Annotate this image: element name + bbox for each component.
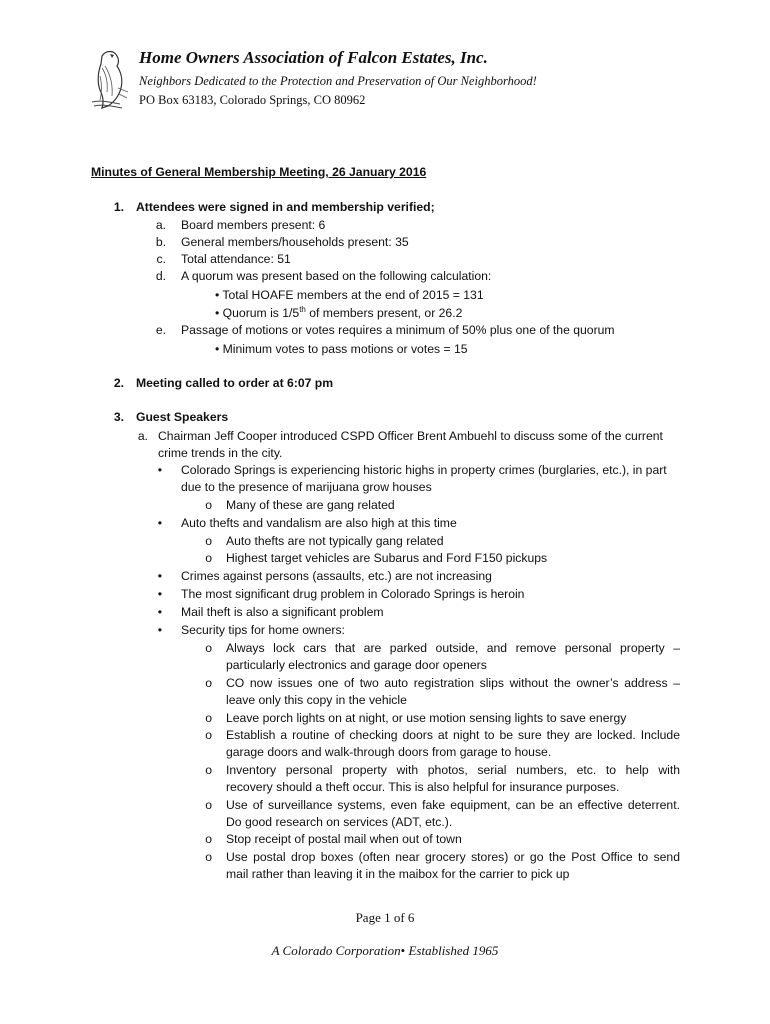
bullet-icon: • xyxy=(400,943,406,958)
list-item: A quorum was present based on the following calculation: xyxy=(181,269,492,283)
item-letter: c. xyxy=(156,252,166,266)
item-letter: e. xyxy=(155,323,166,337)
list-item: CO now issues one of two auto registration slips without the owner’s address – xyxy=(226,676,680,690)
item-letter: a. xyxy=(137,429,148,443)
sub-bullet: o xyxy=(205,728,212,742)
section-heading: Meeting called to order at 6:07 pm xyxy=(136,376,334,390)
list-item: Colorado Springs is experiencing historic highs in property crimes (burglaries, etc.), in part xyxy=(181,463,667,477)
list-item: Security tips for home owners: xyxy=(181,623,345,637)
sub-bullet: o xyxy=(205,832,212,846)
list-item: Total attendance: 51 xyxy=(181,252,291,266)
list-item: Auto thefts are not typically gang related xyxy=(226,534,444,548)
list-item: • Minimum votes to pass motions or votes = 15 xyxy=(215,342,468,356)
list-item: Many of these are gang related xyxy=(226,498,395,512)
list-item: Use of surveillance systems, even fake equipment, can be an effective deterrent. xyxy=(226,798,680,812)
list-item: Chairman Jeff Cooper introduced CSPD Officer Brent Ambuehl to discuss some of the current xyxy=(158,429,663,443)
bullet: • xyxy=(157,516,162,530)
list-item: The most significant drug problem in Colorado Springs is heroin xyxy=(181,587,525,601)
footer-left: A Colorado Corporation xyxy=(271,943,401,958)
section-number: 2. xyxy=(113,376,124,390)
list-item: recovery should a theft occur. This is also helpful for insurance purposes. xyxy=(226,780,620,794)
sub-bullet: o xyxy=(205,498,212,512)
bullet: • xyxy=(157,569,162,583)
falcon-logo-icon xyxy=(88,46,130,110)
list-item: Inventory personal property with photos, serial numbers, etc. to help with xyxy=(226,763,680,777)
list-item: • Quorum is 1/5th of members present, or 26.2 xyxy=(215,304,463,320)
footer-right: Established 1965 xyxy=(405,943,499,958)
list-item: Mail theft is also a significant problem xyxy=(181,605,384,619)
list-item: Board members present: 6 xyxy=(181,218,326,232)
list-item: Use postal drop boxes (often near grocery stores) or go the Post Office to send xyxy=(226,850,680,864)
footer xyxy=(0,943,770,959)
sub-bullet: o xyxy=(205,551,212,565)
list-item: Auto thefts and vandalism are also high at this time xyxy=(181,516,457,530)
list-item: Establish a routine of checking doors at night to be sure they are locked. Include xyxy=(226,728,680,742)
list-item: Do good research on services (ADT, etc.). xyxy=(226,815,453,829)
bullet: • xyxy=(157,463,162,477)
list-item: • Total HOAFE members at the end of 2015 = 131 xyxy=(215,288,484,302)
section-heading: Guest Speakers xyxy=(136,410,229,424)
org-name: Home Owners Association of Falcon Estates, Inc. xyxy=(139,48,488,67)
list-item: crime trends in the city. xyxy=(158,446,283,460)
list-item: Crimes against persons (assaults, etc.) are not increasing xyxy=(181,569,492,583)
list-item: Highest target vehicles are Subarus and Ford F150 pickups xyxy=(226,551,548,565)
bullet: • xyxy=(157,587,162,601)
list-item: Leave porch lights on at night, or use motion sensing lights to save energy xyxy=(226,711,627,725)
page-number: Page 1 of 6 xyxy=(355,910,415,925)
section-heading: Attendees were signed in and membership verified; xyxy=(136,200,435,214)
list-item: Always lock cars that are parked outside, and remove personal property – xyxy=(226,641,680,655)
sub-bullet: o xyxy=(205,763,212,777)
list-item: particularly electronics and garage door openers xyxy=(226,658,487,672)
sub-bullet: o xyxy=(205,798,212,812)
list-item: leave only this copy in the vehicle xyxy=(226,693,407,707)
sub-bullet: o xyxy=(205,850,212,864)
list-item: garage doors and walk-through doors from garage to house. xyxy=(226,745,552,759)
list-item: due to the presence of marijuana grow houses xyxy=(181,480,432,494)
bullet: • xyxy=(157,623,162,637)
sub-bullet: o xyxy=(205,641,212,655)
item-letter: b. xyxy=(155,235,166,249)
sub-bullet: o xyxy=(205,676,212,690)
bullet: • xyxy=(157,605,162,619)
minutes-title: Minutes of General Membership Meeting, 26 January 2016 xyxy=(91,165,427,179)
section-number: 3. xyxy=(113,410,124,424)
list-item: General members/households present: 35 xyxy=(181,235,409,249)
org-address: PO Box 63183, Colorado Springs, CO 80962 xyxy=(139,93,366,107)
list-item: Passage of motions or votes requires a minimum of 50% plus one of the quorum xyxy=(181,323,615,337)
list-item: mail rather than leaving it in the maibox for the carrier to pick up xyxy=(226,867,570,881)
sub-bullet: o xyxy=(205,534,212,548)
sub-bullet: o xyxy=(205,711,212,725)
org-tagline: Neighbors Dedicated to the Protection and Preservation of Our Neighborhood! xyxy=(139,74,537,88)
list-item: Stop receipt of postal mail when out of town xyxy=(226,832,462,846)
section-number: 1. xyxy=(113,200,124,214)
item-letter: a. xyxy=(155,218,166,232)
item-letter: d. xyxy=(155,269,166,283)
